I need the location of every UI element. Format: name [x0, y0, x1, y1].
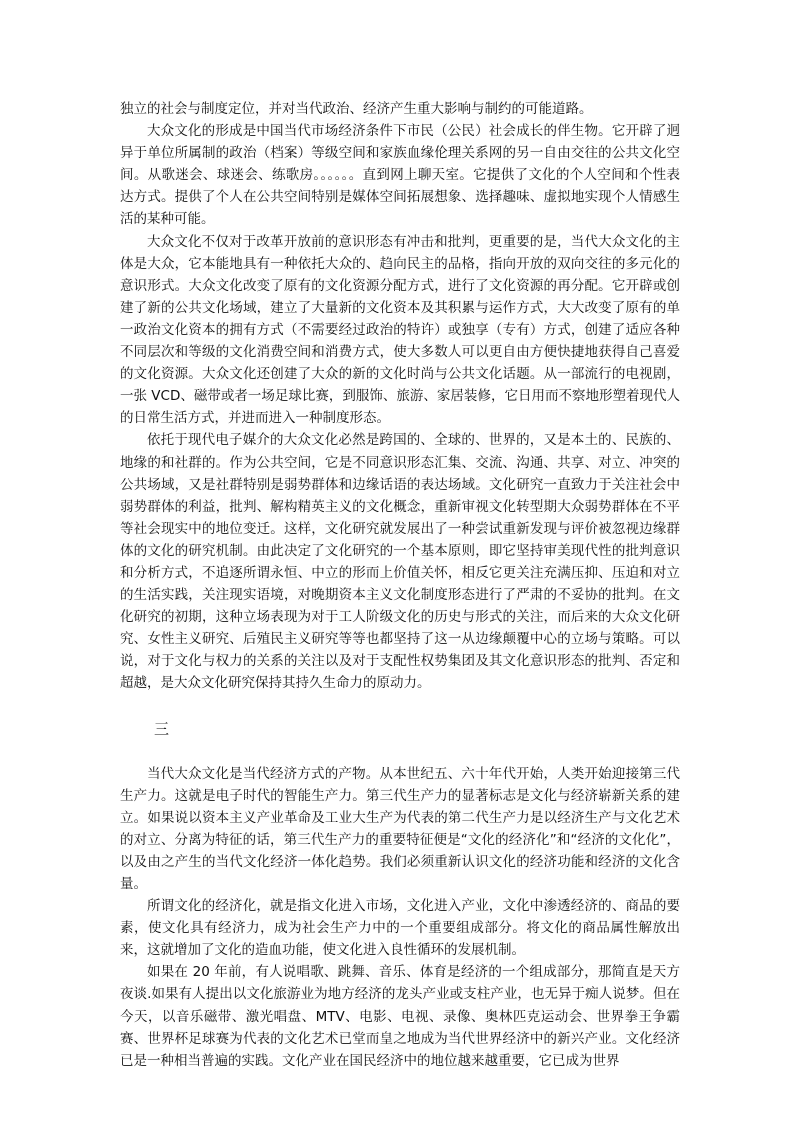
paragraph-mass-culture-formation: 大众文化的形成是中国当代市场经济条件下市民（公民）社会成长的伴生物。它开辟了迥异于单位所属制的政治（档案）等级空间和家族血缘伦理关系网的另一自由交往的公共文化空间。从歌迷会、球迷会、练歌房。。。。。。直到网上聊天室。它提供了文化的个人空间和个性表达方式。提供了个人在公共空间特别是媒体空间拓展想象、选择趣味、虚拟地实现个人情感生活的某种可能。 [120, 123, 680, 228]
document-page [120, 98, 680, 1072]
paragraph-public-space: 依托于现代电子媒介的大众文化必然是跨国的、全球的、世界的，又是本土的、民族的、地缘的和社群的。作为公共空间，它是不同意识形态汇集、交流、沟通、共享、对立、冲突的公共场域，又是社群特别是弱势群体和边缘话语的表达场域。文化研究一直致力于关注社会中弱势群体的利益，批判、解构精英主义的文化概念，重新审视文化转型期大众弱势群体在不平等社会现实中的地位变迁。这样，文化研究就发展出了一种尝试重新发现与评价被忽视边缘群体的文化的研究机制。由此决定了文化研究的一个基本原则，即它坚持审美现代性的批判意识和分析方式，不追逐所谓永恒、中立的形而上价值关怀，相反它更关注充满压抑、压迫和对立的生活实践，关注现实语境，对晚期资本主义文化制度形态进行了严肃的不妥协的批判。在文化研究的初期，这种立场表现为对于工人阶级文化的历史与形式的关注，而后来的大众文化研究、女性主义研究、后殖民主义研究等等也都坚持了这一从边缘颠覆中心的立场与策略。可以说，对于文化与权力的关系的关注以及对于支配性权势集团及其文化意识形态的批判、否定和超越，是大众文化研究保持其持久生命力的原动力。 [120, 432, 680, 692]
paragraph-cultural-economy-practice: 如果在 20 年前，有人说唱歌、跳舞、音乐、体育是经济的一个组成部分，那简直是天方夜谈.如果有人提出以文化旅游业为地方经济的龙头产业或支柱产业，也无异于痴人说梦。但在今天，以音乐磁带、激光唱盘、MTV、电影、电视、录像、奥林匹克运动会、世界拳王争霸赛、世界杯足球赛为代表的文化艺术已堂而皇之地成为当代世界经济中的新兴产业。文化经济已是一种相当普遍的实践。文化产业在国民经济中的地位越来越重要，它已成为世界 [120, 964, 680, 1069]
section-heading: 三 [154, 719, 171, 738]
paragraph-continuation: 独立的社会与制度定位，并对当代政治、经济产生重大影响与制约的可能道路。 [120, 101, 593, 117]
paragraph-economic-mode: 当代大众文化是当代经济方式的产物。从本世纪五、六十年代开始，人类开始迎接第三代生产力。这就是电子时代的智能生产力。第三代生产力的显著标志是文化与经济崭新关系的建立。如果说以资本主义产业革命及工业大生产为代表的第二代生产力是以经济生产与文化艺术的对立、分离为特征的话，第三代生产力的重要特征便是“文化的经济化”和“经济的文化化”，以及由之产生的当代文化经济一体化趋势。我们必须重新认识文化的经济功能和经济的文化含量。 [120, 765, 680, 892]
paragraph-culture-economization: 所谓文化的经济化，就是指文化进入市场，文化进入产业，文化中渗透经济的、商品的要素，使文化具有经济力，成为社会生产力中的一个重要组成部分。将文化的商品属性解放出来，这就增加了文化的造血功能，使文化进入良性循环的发展机制。 [120, 898, 680, 959]
paragraph-mass-culture-critique: 大众文化不仅对于改革开放前的意识形态有冲击和批判，更重要的是，当代大众文化的主体是大众，它本能地具有一种依托大众的、趋向民主的品格，指向开放的双向交往的多元化的意识形式。大众文化改变了原有的文化资源分配方式，进行了文化资源的再分配。它开辟或创建了新的公共文化场域，建立了大量新的文化资本及其积累与运作方式，大大改变了原有的单一政治文化资本的拥有方式（不需要经过政治的特许）或独享（专有）方式，创建了适应各种不同层次和等级的文化消费空间和消费方式，使大多数人可以更自由方便快捷地获得自己喜爱的文化资源。大众文化还创建了大众的新的文化时尚与公共文化话题。从一部流行的电视剧，一张 VCD、磁带或者一场足球比赛，到服饰、旅游、家居装修，它日用而不察地形塑着现代人的日常生活方式，并进而进入一种制度形态。 [120, 233, 680, 427]
